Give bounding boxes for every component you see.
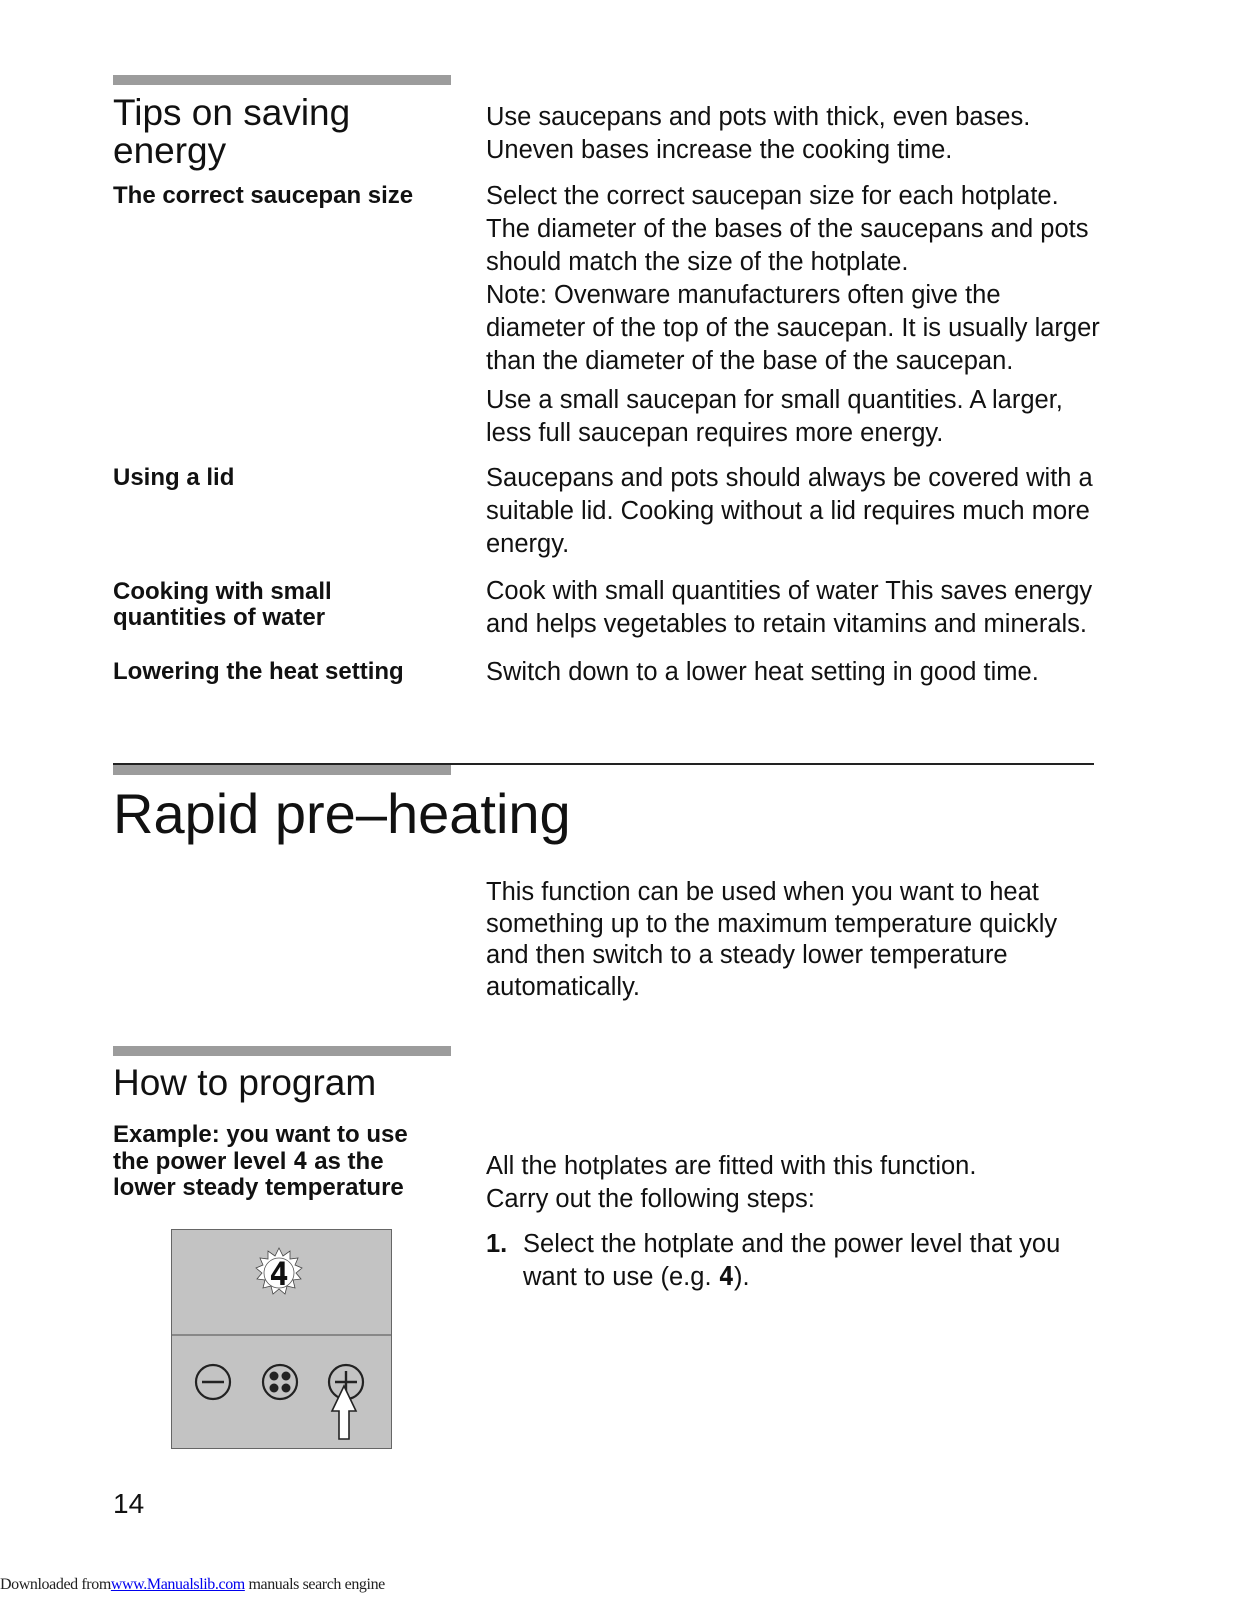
tips-title: Tips on saving energy — [113, 92, 351, 171]
manualslib-link[interactable]: www.Manualslib.com — [110, 1576, 245, 1593]
footer-prefix: Downloaded from — [0, 1576, 111, 1593]
power-level-digit: 4 — [293, 1147, 308, 1175]
text-line: than the diameter of the base of the saucepan. — [486, 347, 1014, 375]
text-line: Select the correct saucepan size for each hotplate. — [486, 182, 1059, 210]
step-text — [523, 1228, 1123, 1294]
example-heading — [113, 1122, 458, 1201]
text-line: should match the size of the hotplate. — [486, 248, 909, 276]
power-level-digit: 4 — [718, 1262, 734, 1292]
paragraph — [486, 656, 1126, 689]
text-line: All the hotplates are fitted with this function. — [486, 1152, 977, 1180]
subheading: Lowering the heat setting — [113, 658, 404, 685]
control-panel-svg — [171, 1229, 392, 1449]
section-bar — [113, 765, 451, 775]
minus-button[interactable] — [196, 1365, 230, 1399]
control-panel — [171, 1229, 392, 1449]
text-line: something up to the maximum temperature quickly — [486, 909, 1058, 938]
text-line: energy. — [486, 530, 570, 558]
paragraph — [486, 1150, 1126, 1216]
text-line: The diameter of the bases of the saucepans and pots — [486, 215, 1089, 243]
chapter-title: Rapid pre–heating — [113, 782, 571, 845]
text-line — [523, 1261, 1123, 1294]
text-line: Switch down to a lower heat setting in good time. — [486, 658, 1039, 686]
paragraph — [486, 180, 1126, 378]
text-fragment: the power level — [113, 1148, 287, 1175]
text-line: suitable lid. Cooking without a lid requires much more — [486, 497, 1090, 525]
page-number: 14 — [113, 1488, 145, 1519]
paragraph — [486, 575, 1126, 641]
subheading: Using a lid — [113, 464, 235, 491]
text-line: less full saucepan requires more energy. — [486, 419, 944, 447]
paragraph — [486, 877, 1126, 1003]
text-line: and then switch to a steady lower temperature — [486, 941, 1008, 969]
text-line: This function can be used when you want to heat — [486, 878, 1039, 906]
footer-suffix: manuals search engine — [248, 1576, 385, 1593]
text-line: Select the hotplate and the power level that you — [523, 1230, 1061, 1258]
text-line: Uneven bases increase the cooking time. — [486, 136, 953, 164]
subheading: Cooking with small quantities of water — [113, 578, 332, 631]
text-line — [113, 1148, 458, 1175]
text-line: automatically. — [486, 972, 641, 1001]
paragraph — [486, 384, 1126, 450]
text-line: Use saucepans and pots with thick, even bases. — [486, 103, 1031, 131]
text-line: and helps vegetables to retain vitamins and minerals. — [486, 610, 1088, 638]
text-line: Example: you want to use — [113, 1121, 408, 1148]
text-fragment: as the — [314, 1148, 384, 1175]
text-line: Saucepans and pots should always be covered with a — [486, 464, 1093, 492]
text-line: Note: Ovenware manufacturers often give the — [486, 281, 1001, 309]
text-fragment: ). — [733, 1263, 750, 1291]
program-title: How to program — [113, 1062, 377, 1103]
text-line: Cook with small quantities of water This saves energy — [486, 577, 1093, 605]
download-footer — [0, 1576, 385, 1594]
tips-intro — [486, 101, 1126, 167]
panel-display-digit: 4 — [269, 1255, 289, 1293]
paragraph — [486, 462, 1126, 561]
section-bar — [113, 75, 451, 85]
text-fragment: want to use (e.g. — [523, 1263, 712, 1291]
text-line: Use a small saucepan for small quantities. A larger, — [486, 386, 1063, 414]
text-line: Carry out the following steps: — [486, 1185, 815, 1213]
hotplate-select-button[interactable] — [263, 1365, 297, 1399]
text-line: lower steady temperature — [113, 1174, 404, 1201]
section-bar — [113, 1046, 451, 1056]
step-number: 1. — [486, 1230, 508, 1258]
subheading: The correct saucepan size — [113, 182, 414, 209]
text-line: diameter of the top of the saucepan. It is usually larger — [486, 314, 1100, 342]
